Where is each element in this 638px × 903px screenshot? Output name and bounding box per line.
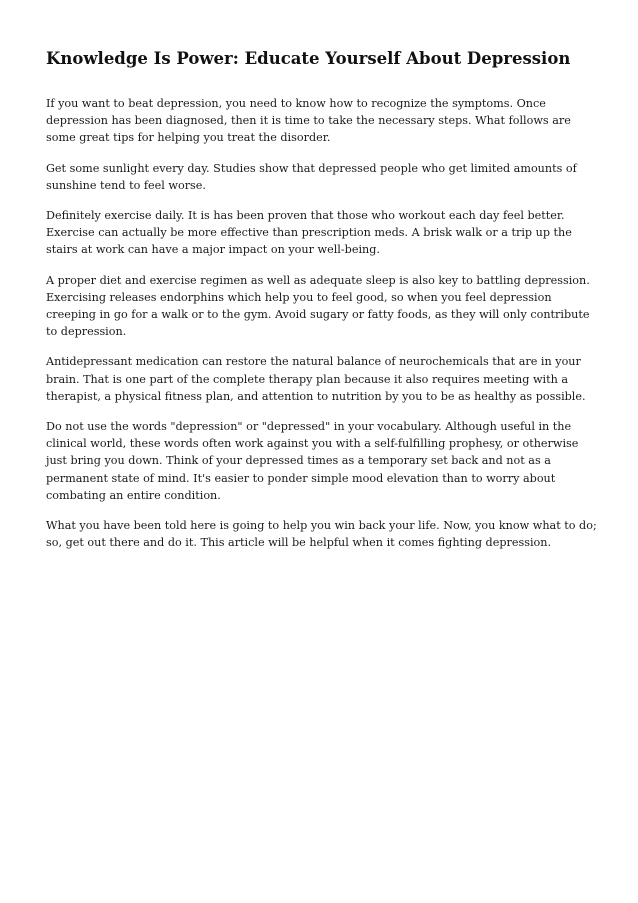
paragraph-intro: If you want to beat depression, you need to know how to recognize the symptoms. Once depression has been diagnosed, then it is time to take the necessary steps. What follows are some great tips for helping you treat the disorder.	[46, 97, 571, 145]
article	[46, 47, 602, 564]
page-title: Knowledge Is Power: Educate Yourself About Depression	[46, 49, 571, 68]
paragraph-medication: Antidepressant medication can restore the natural balance of neurochemicals that are in your brain. That is one part of the complete therapy plan because it also requires meeting with a therapist, a physical fitness plan, and attention to nutrition by you to be as healthy as possible.	[46, 355, 586, 403]
paragraph-vocabulary: Do not use the words "depression" or "depressed" in your vocabulary. Although useful in the clinical world, these words often work against you with a self-fulfilling prophesy, or otherwise just bring you down. Think of your depressed times as a temporary set back and not as a permanent state of mind. It's easier to ponder simple mood elevation than to worry about combating an entire condition.	[46, 420, 579, 502]
paragraph-conclusion: What you have been told here is going to help you win back your life. Now, you know what to do; so, get out there and do it. This article will be helpful when it comes fighting depression.	[46, 519, 597, 550]
paragraph-exercise: Definitely exercise daily. It is has been proven that those who workout each day feel better. Exercise can actually be more effective than prescription meds. A brisk walk or a trip up the stairs at work can have a major impact on your well-being.	[46, 209, 572, 257]
paragraph-diet: A proper diet and exercise regimen as well as adequate sleep is also key to battling depression. Exercising releases endorphins which help you to feel good, so when you feel depression creeping in go for a walk or to the gym. Avoid sugary or fatty foods, as they will only contribute to depression.	[46, 273, 590, 339]
paragraph-sunlight: Get some sunlight every day. Studies show that depressed people who get limited amounts of sunshine tend to feel worse.	[46, 161, 577, 192]
